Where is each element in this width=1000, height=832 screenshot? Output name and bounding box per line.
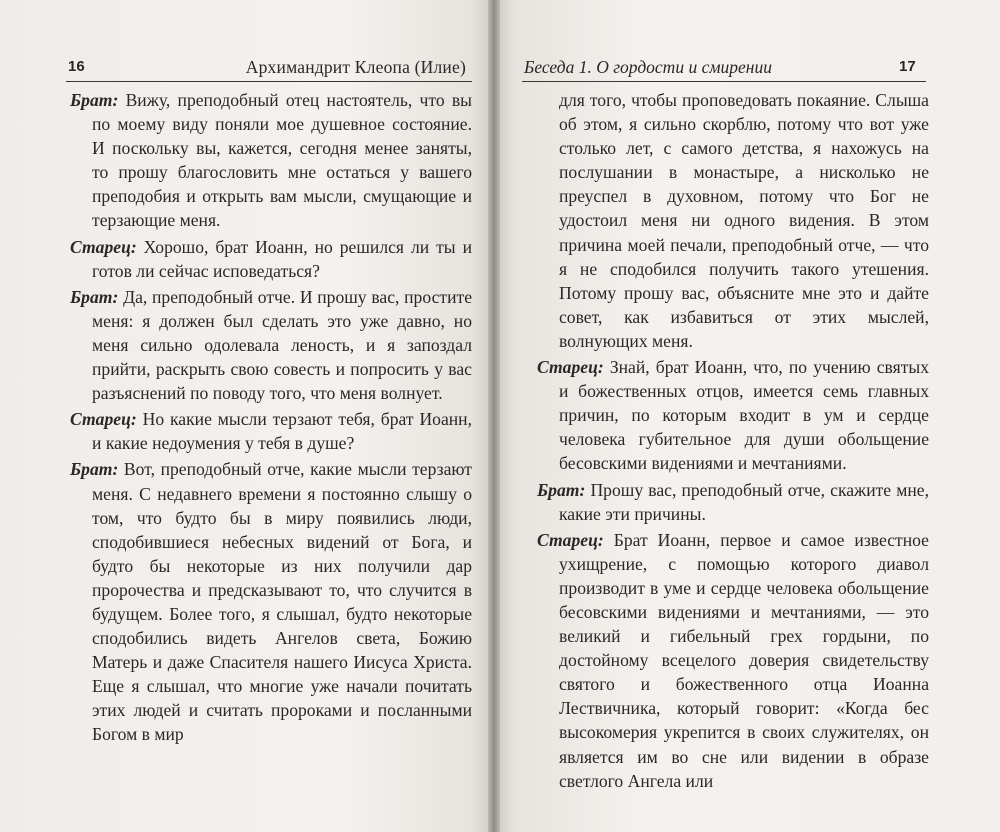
speaker-label: Брат: [70,286,119,307]
dialogue-paragraph [537,528,929,793]
paragraph-text: Знай, брат Иоанн, что, по учению святых и божественных отцов, имеется семь главных причин, по которым входит в ум и сердце человека губительное для души обольщение бесовскими видениями и мечтаниями. [559,357,930,474]
paragraph-text: Хорошо, брат Иоанн, но решился ли ты и готов ли сейчас исповедаться? [92,236,472,281]
dialogue-paragraph [70,457,472,746]
speaker-label: Брат: [70,90,119,110]
right-page-text [537,88,929,795]
book-gutter [488,0,500,832]
left-page [0,0,492,832]
dialogue-paragraph [70,88,472,233]
right-header-rule [522,81,926,82]
speaker-label: Старец: [537,529,604,550]
paragraph-text: Но какие мысли терзают тебя, брат Иоанн, и какие недоумения у тебя в душе? [92,409,473,454]
paragraph-text: Брат Иоанн, первое и самое известное ухищрение, с помощью которого диавол производит в уме и сердце человека обольщение бесовскими видениями и мечтаниями, — это великий и гибельный грех гордыни, по достойному всецелого доверия свидетельству святого и божественного отца Иоанна Лествичника, который говорит: «Когда бес высокомерия укрепится в своих служителях, он является им во сне или видении в образе светлого Ангела или [559,529,929,791]
paragraph-text: Да, преподобный отче. И прошу вас, простите меня: я должен был сделать это уже давно, но меня сильно одолевала леность, и я запоздал прийти, раскрыть свою совесть и попросить у вас разъяснений по поводу того, что меня волнует. [92,286,472,404]
continuation-paragraph: для того, чтобы проповедовать покаяние. Слыша об этом, я сильно скорблю, потому что вот уже столько лет, с самого детства, я нахожусь на послушании в монастыре, а нисколько не преуспел в духовном, потому что Бог не удостоил меня ни одного видения. В этом причина моей печали, преподобный отче, — что я не сподобился получить такого утешения. Потому прошу вас, объясните мне это и дайте совет, как избавиться от этих мыслей, волнующих меня. [559,90,929,351]
speaker-label: Брат: [70,459,119,480]
dialogue-paragraph [70,407,472,455]
paragraph-text: Прошу вас, преподобный отче, скажите мне, какие эти причины. [559,479,929,524]
paragraph-text: Вот, преподобный отче, какие мысли терзают меня. С недавнего времени я постоянно слышу о том, что будто бы в миру появились люди, сподобившиеся небесных видений от Бога, и будто бы некоторые из них получили дар пророчества и предсказывают то, что случится в будущем. Более того, я слышал, будто некоторые сподобились видеть Ангелов света, Божию Матерь и даже Спасителя нашего Иисуса Христа. Еще я слышал, что многие уже начали почитать этих людей и считать пророками и посланными Богом в мир [92,459,472,745]
speaker-label: Старец: [70,409,137,430]
right-page-number: 17 [899,58,916,75]
speaker-label: Брат: [537,479,586,500]
right-page [494,0,1000,832]
left-running-title: Архимандрит Клеопа (Илие) [245,57,466,77]
left-header-rule [66,81,472,82]
paragraph-text: Вижу, преподобный отец настоятель, что вы по моему виду поняли мое душевное состояние. И поскольку вы, кажется, сегодня менее заняты, то прошу благословить мне остаться у вашего преподобия и открыть вам мысли, смущающие и терзающие меня. [92,90,472,231]
speaker-label: Старец: [70,236,137,257]
dialogue-paragraph [70,235,472,283]
dialogue-paragraph [537,478,929,526]
right-running-title: Беседа 1. О гордости и смирении [524,57,772,77]
left-page-text [70,88,472,749]
left-page-number: 16 [68,58,85,75]
dialogue-paragraph [70,285,472,405]
dialogue-paragraph [537,355,929,475]
speaker-label: Старец: [537,357,604,378]
